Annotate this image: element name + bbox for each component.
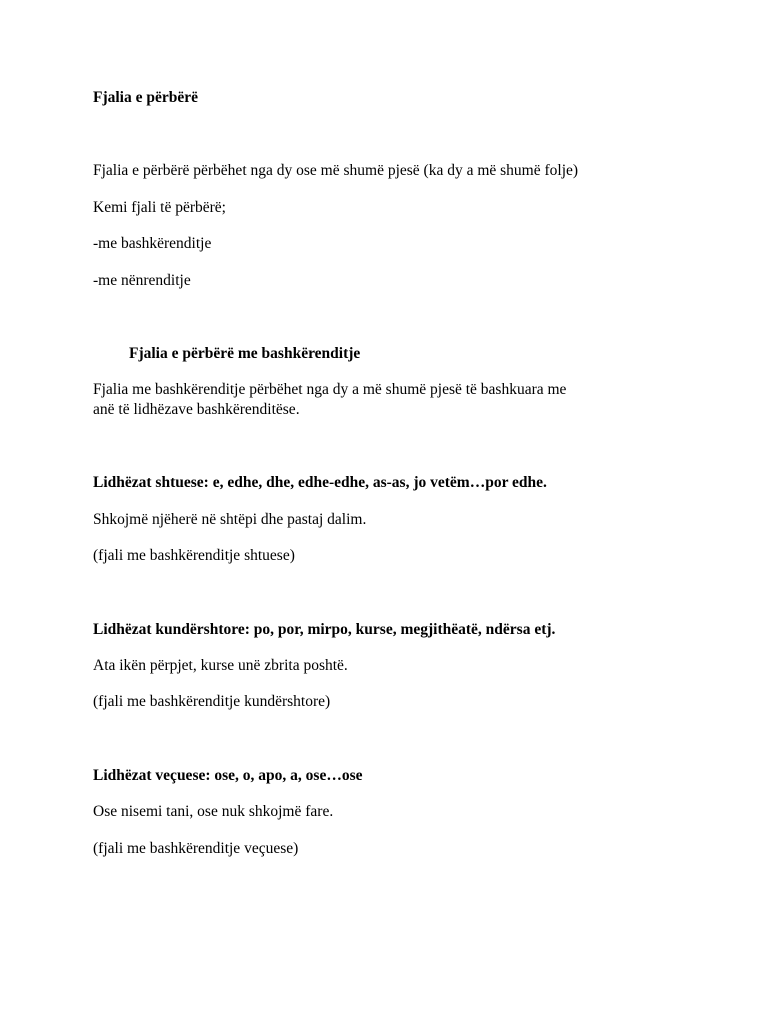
group-note-disjunctive: (fjali me bashkërenditje veçuese): [93, 840, 299, 857]
group-example-additive: Shkojmë njëherë në shtëpi dhe pastaj dalim.: [93, 511, 367, 528]
group-example-disjunctive: Ose nisemi tani, ose nuk shkojmë fare.: [93, 803, 334, 820]
section-definition-line-1: Fjalia me bashkërenditje përbëhet nga dy a më shumë pjesë të bashkuara me: [93, 381, 567, 398]
group-heading-additive: Lidhëzat shtuese: e, edhe, dhe, edhe-edhe, as-as, jo vetëm…por edhe.: [93, 474, 547, 491]
group-note-additive: (fjali me bashkërenditje shtuese): [93, 547, 295, 564]
intro-kind-coordination: -me bashkërenditje: [93, 235, 212, 252]
intro-definition: Fjalia e përbërë përbëhet nga dy ose më shumë pjesë (ka dy a më shumë folje): [93, 162, 579, 179]
intro-kinds-label: Kemi fjali të përbërë;: [93, 199, 226, 216]
document-title: Fjalia e përbërë: [93, 89, 199, 106]
group-heading-adversative: Lidhëzat kundërshtore: po, por, mirpo, kurse, megjithëatë, ndërsa etj.: [93, 621, 556, 638]
group-note-adversative: (fjali me bashkërenditje kundërshtore): [93, 693, 331, 710]
section-definition-line-2: anë të lidhëzave bashkërenditëse.: [93, 401, 300, 418]
section-heading: Fjalia e përbërë me bashkërenditje: [129, 345, 361, 362]
intro-kind-subordination: -me nënrenditje: [93, 272, 191, 289]
group-heading-disjunctive: Lidhëzat veçuese: ose, o, apo, a, ose…ose: [93, 767, 363, 784]
group-example-adversative: Ata ikën përpjet, kurse unë zbrita poshtë.: [93, 657, 348, 674]
